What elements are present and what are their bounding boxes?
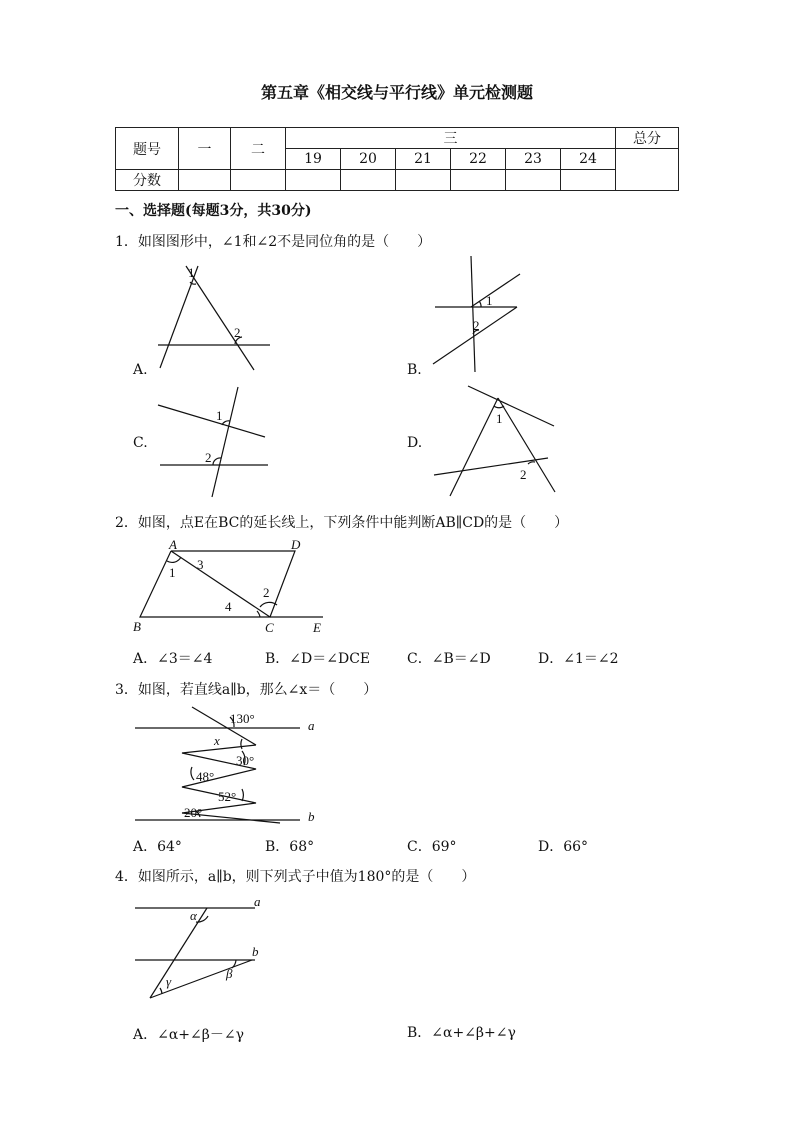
table-score-cell[interactable]: [286, 170, 341, 191]
q3-label-30: 30°: [236, 753, 255, 768]
q1b-angle-2: 2: [473, 318, 480, 333]
q4-option-a[interactable]: A．∠α+∠β－∠γ: [133, 1027, 244, 1043]
q1a-line: [186, 266, 254, 370]
q1a-line: [160, 266, 198, 368]
table-score-cell[interactable]: [506, 170, 561, 191]
q1b-line: [471, 274, 520, 307]
q3-option-c[interactable]: C．69°: [407, 839, 457, 855]
q4-segment: [150, 908, 207, 998]
q4-label-b: b: [252, 944, 259, 959]
table-header-label: 题号: [116, 128, 179, 170]
q2-angle-arc: [257, 611, 260, 617]
q2-point-c: C: [265, 620, 274, 635]
q1-figure-b: [425, 254, 535, 374]
q4-label-beta: β: [226, 966, 233, 981]
q1-option-b[interactable]: B.: [407, 362, 422, 378]
q1c-angle-2: 2: [205, 450, 212, 465]
q4-label-a: a: [254, 894, 261, 909]
page-title: 第五章《相交线与平行线》单元检测题: [260, 83, 533, 102]
table-sub-item: 21: [396, 149, 451, 170]
table-sub-item: 24: [561, 149, 616, 170]
table-score-cell[interactable]: [179, 170, 231, 191]
q3-label-48: 48°: [196, 769, 215, 784]
q4-angle-arc: [160, 988, 162, 994]
q1-figure-d: [430, 380, 560, 500]
q3-angle-arc: [191, 767, 194, 780]
table-score-cell[interactable]: [561, 170, 616, 191]
score-table: [115, 127, 679, 191]
q2-angle-1: 1: [169, 565, 176, 580]
q1b-angle-arc: [479, 301, 481, 307]
q3-label-b: b: [308, 809, 315, 824]
q1d-angle-arc: [528, 462, 535, 464]
question-4-stem: 4．如图所示，a∥b，则下列式子中值为180°的是（ ）: [115, 869, 476, 885]
q3-angle-arc: [242, 789, 243, 801]
table-score-cell[interactable]: [396, 170, 451, 191]
table-sub-item: 23: [506, 149, 561, 170]
q1d-line: [450, 398, 498, 496]
q2-point-a: A: [169, 537, 177, 552]
table-col-2: 二: [231, 128, 286, 170]
table-sub-item: 22: [451, 149, 506, 170]
q4-figure: [130, 892, 280, 1004]
q2-option-d[interactable]: D．∠1＝∠2: [538, 651, 619, 667]
q3-option-d[interactable]: D．66°: [538, 839, 589, 855]
table-sub-item: 19: [286, 149, 341, 170]
q3-figure: [130, 703, 330, 828]
q1-option-d[interactable]: D.: [407, 435, 423, 451]
q2-angle-2: 2: [263, 585, 270, 600]
table-col-1: 一: [179, 128, 231, 170]
q2-diagonal: [171, 551, 270, 617]
q1c-line: [212, 387, 238, 497]
q1-option-c[interactable]: C.: [133, 435, 148, 451]
q1a-angle-2: 2: [234, 325, 241, 340]
section-heading: 一、选择题(每题3分，共30分): [115, 203, 312, 219]
q3-label-130: 130°: [230, 711, 255, 726]
q2-angle-arc: [167, 557, 181, 562]
q1b-line: [471, 256, 475, 372]
q2-option-b[interactable]: B．∠D＝∠DCE: [265, 651, 371, 667]
q3-label-x: x: [214, 733, 220, 748]
q1d-line: [498, 398, 555, 492]
q2-option-c[interactable]: C．∠B＝∠D: [407, 651, 491, 667]
table-col-3: 三: [286, 128, 616, 149]
q4-option-b[interactable]: B．∠α+∠β+∠γ: [407, 1025, 516, 1041]
q1b-angle-1: 1: [486, 293, 493, 308]
question-1-stem: 1．如图图形中，∠1和∠2不是同位角的是（ ）: [115, 234, 432, 250]
q2-angle-3: 3: [197, 557, 204, 572]
q3-option-a[interactable]: A．64°: [133, 839, 182, 855]
table-score-cell[interactable]: [231, 170, 286, 191]
table-total-cell[interactable]: [616, 149, 679, 191]
q2-point-d: D: [291, 537, 301, 552]
q1d-angle-1: 1: [496, 411, 503, 426]
q1-figure-c: [150, 385, 275, 500]
q2-point-b: B: [133, 619, 141, 634]
q1c-angle-1: 1: [216, 408, 223, 423]
q3-label-20: 20°: [184, 805, 203, 820]
q1d-angle-2: 2: [520, 467, 527, 482]
q2-figure: [125, 535, 345, 640]
q2-angle-4: 4: [225, 599, 232, 614]
q2-option-a[interactable]: A．∠3＝∠4: [133, 651, 213, 667]
q4-label-alpha: α: [190, 908, 197, 923]
q2-parallelogram: [140, 551, 295, 617]
q4-label-gamma: γ: [166, 974, 172, 989]
q1a-angle-1: 1: [188, 265, 195, 280]
q3-label-a: a: [308, 718, 315, 733]
q3-option-b[interactable]: B．68°: [265, 839, 315, 855]
table-score-label: 分数: [116, 170, 179, 191]
question-2-stem: 2．如图，点E在BC的延长线上，下列条件中能判断AB∥CD的是（ ）: [115, 515, 569, 531]
q3-label-52: 52°: [218, 789, 237, 804]
table-sub-item: 20: [341, 149, 396, 170]
q1-figure-a: [130, 258, 280, 373]
table-total: 总分: [616, 128, 679, 149]
table-score-cell[interactable]: [451, 170, 506, 191]
question-3-stem: 3．如图，若直线a∥b，那么∠x＝（ ）: [115, 682, 378, 698]
q3-angle-arc: [241, 739, 242, 749]
q1d-line: [434, 458, 548, 475]
q1c-line: [158, 405, 265, 437]
table-score-cell[interactable]: [341, 170, 396, 191]
q2-point-e: E: [313, 620, 321, 635]
q1-option-a[interactable]: A.: [133, 362, 148, 378]
